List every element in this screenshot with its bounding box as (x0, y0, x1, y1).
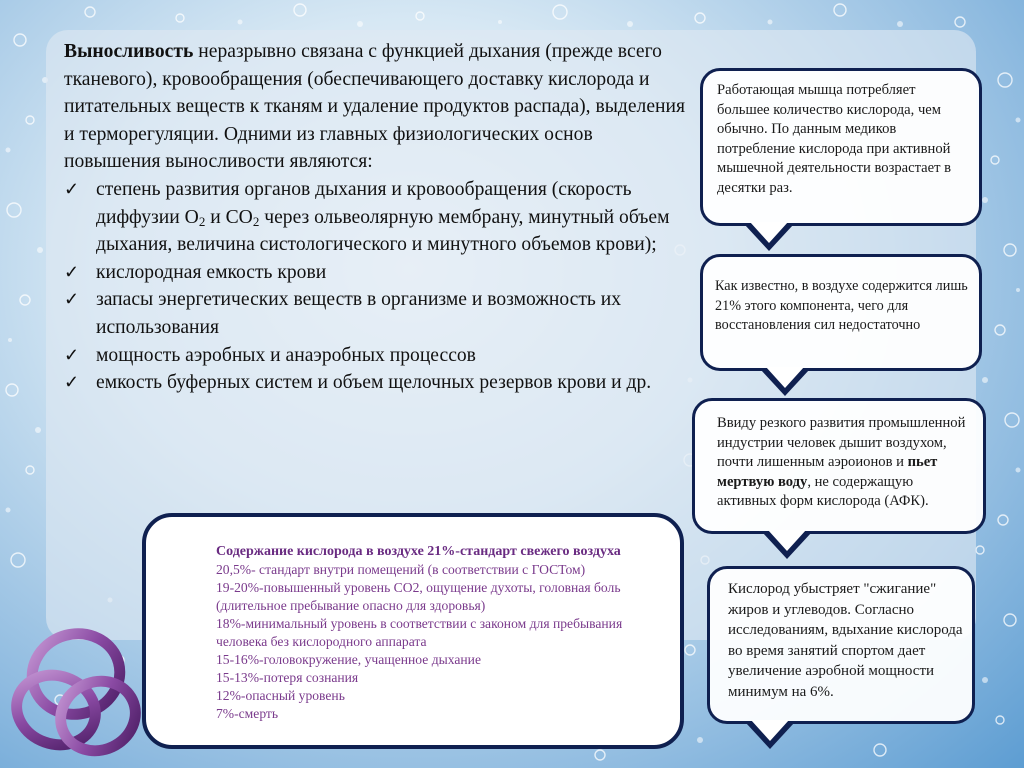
callout-bold-phrase: пьет мертвую воду (717, 454, 938, 490)
callout-fat-burning (707, 566, 975, 724)
oxygen-level-line: 15-16%-головокружение, учащенное дыхание (216, 652, 481, 667)
oxygen-level-line: 12%-опасный уровень (216, 688, 345, 703)
main-text (64, 38, 689, 397)
list-item: ✓ емкость буферных систем и объем щелочных резервов крови и др. (64, 369, 689, 397)
oxygen-level-line: 7%-смерть (216, 706, 279, 721)
checkmark-icon: ✓ (64, 261, 80, 282)
intro-bold-term: Выносливость (64, 41, 194, 62)
intro-text: неразрывно связана с функцией дыхания (прежде всего тканевого), кровообращения (обеспечивающего доставку кислорода и питательных веществ к тканям и удаление продуктов распада), выделения и терморегуляции. Одними из главных физиологических основ повышения выносливости являются: (64, 41, 686, 173)
list-item: ✓ степень развития органов дыхания и кровообращения (скорость диффузии $O_2$ и $CO_2$ через ольвеолярную мембрану, минутный объем дыхания, величина систологического и минутного объемов крови); (64, 176, 689, 259)
checkmark-icon: ✓ (64, 372, 80, 393)
list-item: ✓ запасы энергетических веществ в организме и возможность их использования (64, 286, 689, 341)
intro-paragraph (64, 38, 689, 176)
oxygen-level-line: 20,5%- стандарт внутри помещений (в соответствии с ГОСТом) (216, 562, 586, 577)
callout-industry: Ввиду резкого развития промышленной индустрии человек дышит воздухом, почти лишенным аэроионов и пьет мертвую воду, не содержащую активных форм кислорода (АФК). (692, 398, 986, 534)
list-item: ✓ мощность аэробных и анаэробных процессов (64, 342, 689, 370)
oxygen-level-line: 18%-минимальный уровень в соответствии с законом для пребывания человека без кислородного аппарата (216, 616, 623, 649)
oxygen-level-line: 15-13%-потеря сознания (216, 670, 359, 685)
callout-air-oxygen (700, 254, 982, 371)
checkmark-icon: ✓ (64, 344, 80, 365)
endurance-factors-list (64, 176, 689, 397)
interlocking-rings-logo (6, 612, 142, 762)
callout-muscle-oxygen (700, 68, 982, 226)
oxygen-levels-box (142, 513, 684, 749)
callout-text: Работающая мышца потребляет большее количество кислорода, чем обычно. По данным медиков потребление кислорода при активной мышечной деятельности возрастает в десятки раз. (717, 82, 952, 196)
callout-text: Как известно, в воздухе содержится лишь 21% этого компонента, чего для восстановления сил недостаточно (715, 278, 968, 334)
oxygen-levels-title: Содержание кислорода в воздухе 21%-стандарт свежего воздуха (216, 544, 621, 559)
checkmark-icon: ✓ (64, 289, 80, 310)
callout-text: Кислород убыстряет "сжигание" жиров и углеводов. Согласно исследованиям, вдыхание кислорода во время занятий спортом дает увеличение аэробной мощности минимум на 6%. (728, 581, 963, 700)
list-item: ✓ кислородная емкость крови (64, 259, 689, 287)
checkmark-icon: ✓ (64, 178, 80, 199)
oxygen-level-line: 19-20%-повышенный уровень СО2, ощущение духоты, головная боль (длительное пребывание опасно для здоровья) (216, 580, 621, 613)
